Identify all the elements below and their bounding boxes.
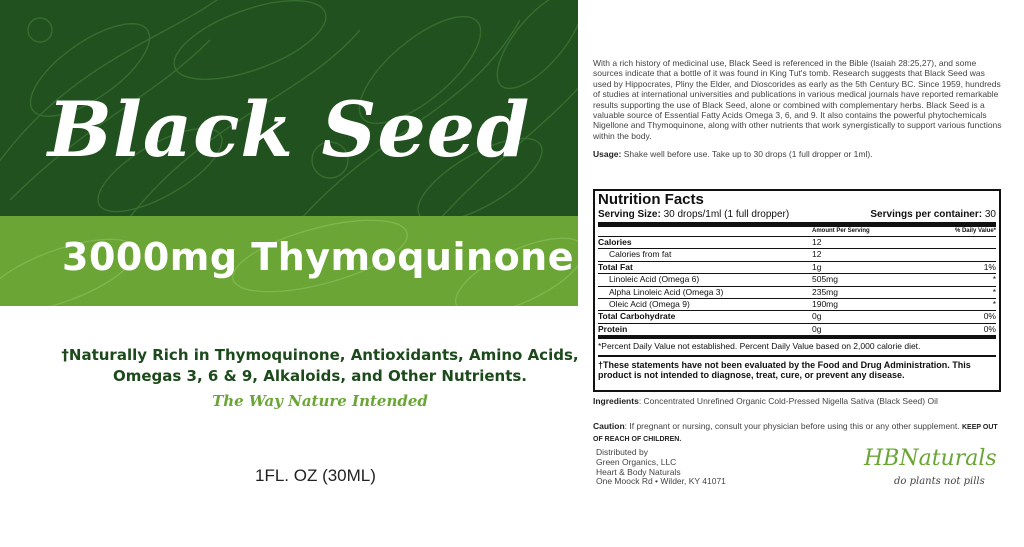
volume-label: 1FL. OZ (30ML) (255, 466, 376, 485)
description-text: With a rich history of medicinal use, Black Seed is referenced in the Bible (Isaiah 28:25,27), and some sources indicate that a bottle of it was found in King Tut's tomb. Research suggests that Black Seed was used by Hippocrates, Pliny the Elder, and Dioscorides as early as the 5th Century BC. Since 1959, hundreds of studies at international universities and publications in various medical journals have reported remarkable results supporting the use of Black Seed, alone or combined with complementary herbs. Black Seed is a valuable source of Essential Fatty Acids Omega 3, 6, and 9. It also contains the powerful phytochemicals Nigellone and Thymoquinone, along with other nutrients that work synergistically to support various functions within the body. (593, 58, 1002, 141)
nutrient-amount: 235mg (812, 286, 838, 297)
nutrient-name: Alpha Linoleic Acid (Omega 3) (609, 286, 724, 297)
nutrition-row (598, 237, 996, 249)
servings-value: 30 (982, 209, 996, 220)
usage-value: Shake well before use. Take up to 30 drops (1 full dropper or 1ml). (621, 149, 873, 160)
nutrient-name: Calories from fat (609, 249, 672, 260)
nutrition-row (598, 274, 996, 286)
daily-value-note: *Percent Daily Value not established. Percent Daily Value based on 2,000 calorie diet. (598, 339, 996, 357)
nutrient-amount: 505mg (812, 274, 838, 285)
caution-value: : If pregnant or nursing, consult your physician before using this or any other supplement. (624, 421, 962, 431)
serving-size-value: 30 drops/1ml (1 full dropper) (660, 209, 790, 220)
hbnaturals-logo (864, 440, 1014, 490)
nutrient-dv: * (992, 274, 996, 285)
distributor-line: Green Organics, LLC (596, 456, 677, 467)
keep-out-warning: KEEP OUT OF REACH OF CHILDREN. (593, 424, 998, 444)
product-strength: 3000mg Thymoquinone (62, 235, 574, 279)
nutrition-row (598, 311, 996, 323)
logo-wordmark: HBNaturals (864, 446, 997, 471)
nutrient-dv: 1% (983, 261, 996, 272)
nutrition-header-row (598, 227, 996, 237)
nutrient-amount: 1g (812, 261, 822, 272)
ingredients-label: Ingredients (593, 396, 639, 406)
distributor-line: One Moock Rd • Wilder, KY 41071 (596, 476, 726, 487)
nutrient-amount: 12 (812, 237, 822, 247)
claims-line: †Naturally Rich in Thymoquinone, Antioxidants, Amino Acids, (61, 346, 579, 364)
nutrient-amount: 0g (812, 311, 822, 322)
nutrition-title: Nutrition Facts (598, 191, 704, 208)
fda-disclaimer: †These statements have not been evaluated by the Food and Drug Administration. This product is not intended to diagnose, treat, cure, or prevent any disease. (598, 360, 971, 381)
claims-line: Omegas 3, 6 & 9, Alkaloids, and Other Nutrients. (112, 367, 527, 385)
nutrient-amount: 0g (812, 323, 822, 334)
ingredients-value: : Concentrated Unrefined Organic Cold-Pressed Nigella Sativa (Black Seed) Oil (638, 396, 938, 406)
nutrient-amount: 190mg (812, 299, 838, 310)
serving-size (598, 209, 789, 221)
nutrient-dv (952, 237, 996, 248)
nutrition-row (598, 249, 996, 261)
nutrition-row (598, 262, 996, 274)
usage-text (593, 149, 1005, 159)
nutrient-dv: * (992, 286, 996, 297)
distributor-line: Heart & Body Naturals (596, 466, 681, 477)
tagline: The Way Nature Intended (212, 392, 428, 410)
nutrient-name: Protein (598, 323, 628, 334)
nutrient-name: Total Carbohydrate (598, 311, 676, 322)
nutrition-row (598, 287, 996, 299)
nutrient-name: Total Fat (598, 261, 633, 272)
amount-header: Amount Per Serving (812, 228, 870, 234)
product-claims (0, 345, 640, 387)
nutrient-dv: 0% (983, 311, 996, 322)
distributor-line: Distributed by (596, 447, 648, 457)
logo-tagline: do plants not pills (894, 476, 985, 487)
servings-label: Servings per container: (870, 209, 983, 220)
daily-value-header: % Daily Value* (954, 228, 996, 234)
nutrient-amount: 12 (812, 249, 822, 260)
serving-size-label: Serving Size: (598, 209, 661, 220)
usage-label: Usage: (593, 149, 622, 160)
description-block (593, 58, 1005, 160)
caution-label: Caution (593, 421, 625, 431)
nutrient-name: Linoleic Acid (Omega 6) (609, 274, 700, 285)
hero-dark-band (0, 0, 578, 216)
nutrient-dv: 0% (983, 323, 996, 334)
nutrient-dv: * (992, 299, 996, 310)
servings-per-container (870, 209, 996, 221)
nutrition-row (598, 299, 996, 311)
nutrient-dv (952, 249, 996, 260)
hero-light-band (0, 216, 578, 306)
serving-info (598, 209, 996, 227)
distributor-block (596, 448, 726, 487)
nutrient-name: Oleic Acid (Omega 9) (609, 299, 690, 310)
nutrition-facts-panel (593, 189, 1001, 392)
ingredients-text (593, 396, 1003, 406)
nutrition-row (598, 324, 996, 339)
nutrient-name: Calories (598, 237, 632, 247)
product-title: Black Seed (47, 85, 531, 174)
